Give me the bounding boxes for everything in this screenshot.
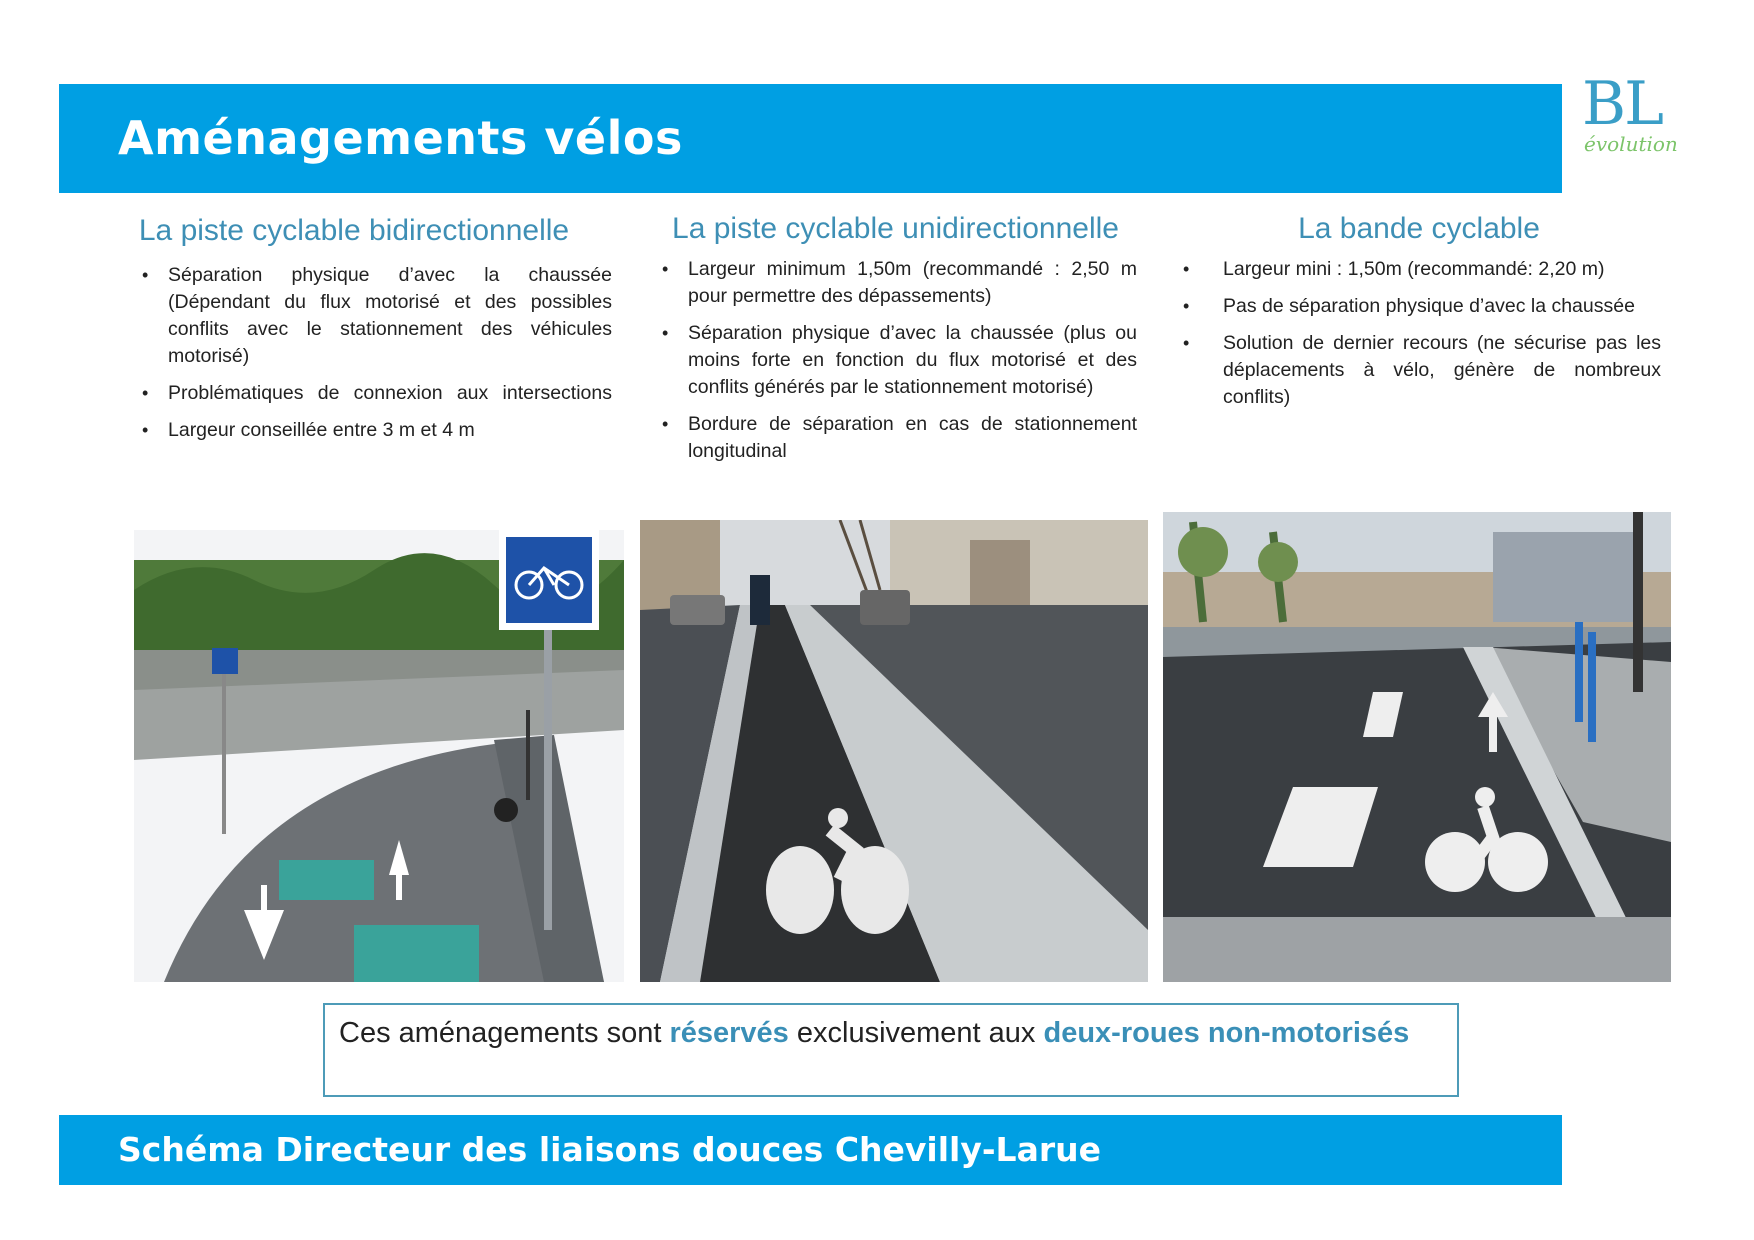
list-item: • Problématiques de connexion aux intersections bbox=[134, 380, 612, 407]
list-item: • Largeur minimum 1,50m (recommandé : 2,50 m pour permettre des dépassements) bbox=[654, 256, 1137, 310]
section-bidirectional bbox=[134, 210, 612, 454]
section-title: La piste cyclable unidirectionnelle bbox=[672, 212, 1119, 245]
photo-unidirectional-path bbox=[640, 520, 1148, 982]
note-text: exclusivement aux bbox=[788, 1017, 1044, 1049]
bullet-list bbox=[134, 262, 612, 444]
footer-title: Schéma Directeur des liaisons douces Chevilly-Larue bbox=[118, 1130, 1102, 1169]
note-highlight-two-wheelers: deux-roues non-motorisés bbox=[1043, 1017, 1410, 1049]
header-banner bbox=[59, 84, 1562, 193]
bullet-list bbox=[654, 256, 1137, 465]
note-text: Ces aménagements sont bbox=[339, 1017, 670, 1049]
list-item: • Solution de dernier recours (ne sécurise pas les déplacements à vélo, génère de nombreux conflits) bbox=[1177, 330, 1661, 411]
list-item: • Bordure de séparation en cas de stationnement longitudinal bbox=[654, 411, 1137, 465]
list-item: • Séparation physique d’avec la chaussée (Dépendant du flux motorisé et des possibles conflits avec le stationnement des véhicules motorisé) bbox=[134, 262, 612, 370]
photo-bande-cyclable bbox=[1163, 512, 1671, 982]
bullet-list bbox=[1177, 256, 1661, 411]
list-item: • Pas de séparation physique d’avec la chaussée bbox=[1177, 293, 1661, 320]
footer-banner bbox=[59, 1115, 1562, 1185]
section-unidirectional bbox=[654, 208, 1137, 475]
reserved-note bbox=[323, 1003, 1459, 1097]
photo-bidirectional-path bbox=[134, 530, 624, 982]
list-item: • Largeur conseillée entre 3 m et 4 m bbox=[134, 417, 612, 444]
logo-main-text: BL bbox=[1582, 69, 1662, 139]
list-item: • Séparation physique d’avec la chaussée (plus ou moins forte en fonction du flux motorisé et des conflits générés par le stationnement motorisé) bbox=[654, 320, 1137, 401]
logo-sub-text: évolution bbox=[1584, 132, 1678, 156]
page-title: Aménagements vélos bbox=[118, 111, 683, 165]
section-title: La bande cyclable bbox=[1298, 212, 1540, 245]
note-highlight-reserved: réservés bbox=[669, 1017, 789, 1049]
bl-evolution-logo bbox=[1572, 68, 1692, 168]
list-item: • Largeur mini : 1,50m (recommandé: 2,20 m) bbox=[1177, 256, 1661, 283]
section-bande bbox=[1177, 208, 1661, 421]
section-title: La piste cyclable bidirectionnelle bbox=[138, 214, 570, 247]
